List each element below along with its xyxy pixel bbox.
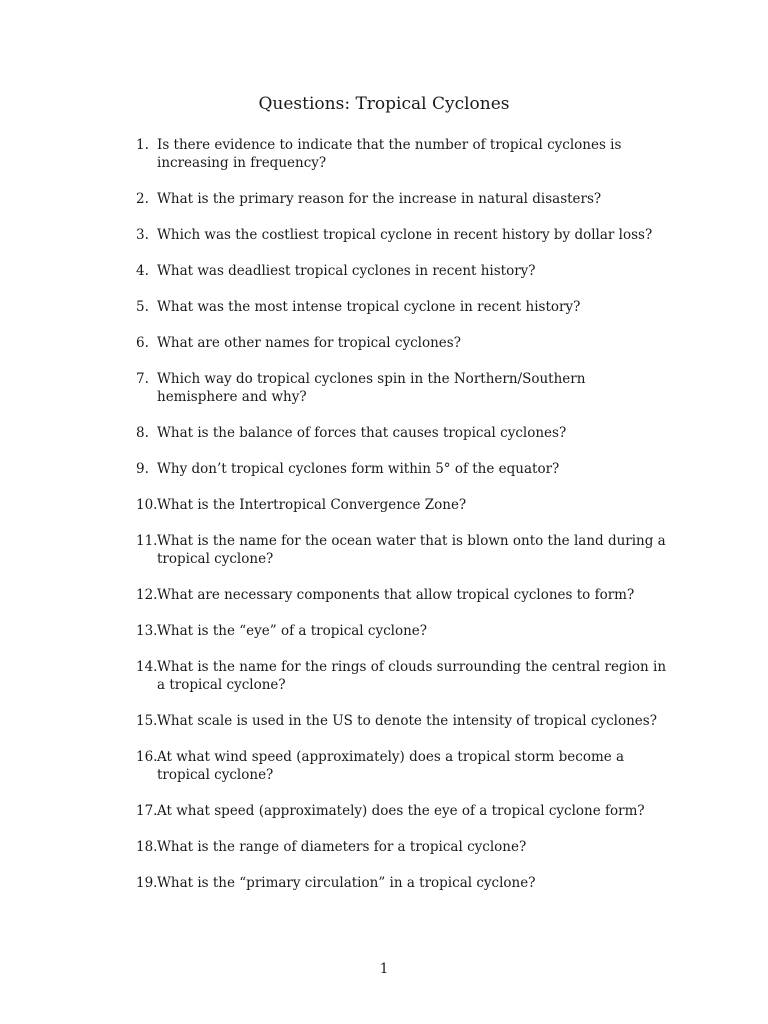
question-text: What is the primary reason for the increase in natural disasters? <box>157 191 602 207</box>
question-number: 14. <box>136 659 158 675</box>
question-item <box>136 838 666 856</box>
question-text: What is the “primary circulation” in a tropical cyclone? <box>157 875 536 891</box>
question-text: At what wind speed (approximately) does a tropical storm become a tropical cyclone? <box>157 749 625 783</box>
question-item <box>136 226 666 244</box>
question-number: 3. <box>136 227 149 243</box>
question-item <box>136 802 666 820</box>
question-number: 13. <box>136 623 158 639</box>
question-text: What is the name for the ocean water that is blown onto the land during a tropical cyclone? <box>157 533 666 567</box>
question-item <box>136 370 666 406</box>
question-item <box>136 460 666 478</box>
question-item <box>136 622 666 640</box>
question-number: 19. <box>136 875 158 891</box>
question-number: 6. <box>136 335 149 351</box>
question-item <box>136 190 666 208</box>
question-item <box>136 334 666 352</box>
question-number: 7. <box>136 371 149 387</box>
page-number: 1 <box>379 961 389 977</box>
question-item <box>136 658 666 694</box>
question-number: 17. <box>136 803 158 819</box>
question-number: 4. <box>136 263 149 279</box>
question-number: 5. <box>136 299 149 315</box>
question-number: 10. <box>136 497 158 513</box>
question-text: What is the Intertropical Convergence Zone? <box>157 497 467 513</box>
question-number: 1. <box>136 137 149 153</box>
question-text: What are necessary components that allow tropical cyclones to form? <box>157 587 635 603</box>
question-text: Which was the costliest tropical cyclone in recent history by dollar loss? <box>157 227 653 243</box>
question-number: 12. <box>136 587 158 603</box>
question-text: What are other names for tropical cyclones? <box>157 335 461 351</box>
question-number: 2. <box>136 191 149 207</box>
question-list <box>136 136 666 910</box>
question-text: Is there evidence to indicate that the number of tropical cyclones is increasing in frequency? <box>157 137 622 171</box>
question-item <box>136 874 666 892</box>
question-item <box>136 532 666 568</box>
question-text: What is the balance of forces that causes tropical cyclones? <box>157 425 567 441</box>
question-text: What was deadliest tropical cyclones in recent history? <box>157 263 536 279</box>
question-item <box>136 262 666 280</box>
question-text: What was the most intense tropical cyclone in recent history? <box>157 299 581 315</box>
question-text: What is the name for the rings of clouds surrounding the central region in a tropical cyclone? <box>157 659 667 693</box>
question-item <box>136 496 666 514</box>
question-number: 9. <box>136 461 149 477</box>
question-item <box>136 748 666 784</box>
question-text: What scale is used in the US to denote the intensity of tropical cyclones? <box>157 713 657 729</box>
page-title: Questions: Tropical Cyclones <box>258 94 510 114</box>
question-number: 16. <box>136 749 158 765</box>
question-number: 8. <box>136 425 149 441</box>
question-text: Which way do tropical cyclones spin in the Northern/Southern hemisphere and why? <box>157 371 586 405</box>
question-item <box>136 424 666 442</box>
question-item <box>136 298 666 316</box>
question-text: Why don’t tropical cyclones form within 5° of the equator? <box>157 461 560 477</box>
question-number: 11. <box>136 533 158 549</box>
question-text: At what speed (approximately) does the eye of a tropical cyclone form? <box>157 803 645 819</box>
question-number: 15. <box>136 713 158 729</box>
question-number: 18. <box>136 839 158 855</box>
question-item <box>136 586 666 604</box>
question-item <box>136 712 666 730</box>
question-item <box>136 136 666 172</box>
question-text: What is the range of diameters for a tropical cyclone? <box>157 839 527 855</box>
question-text: What is the “eye” of a tropical cyclone? <box>157 623 428 639</box>
